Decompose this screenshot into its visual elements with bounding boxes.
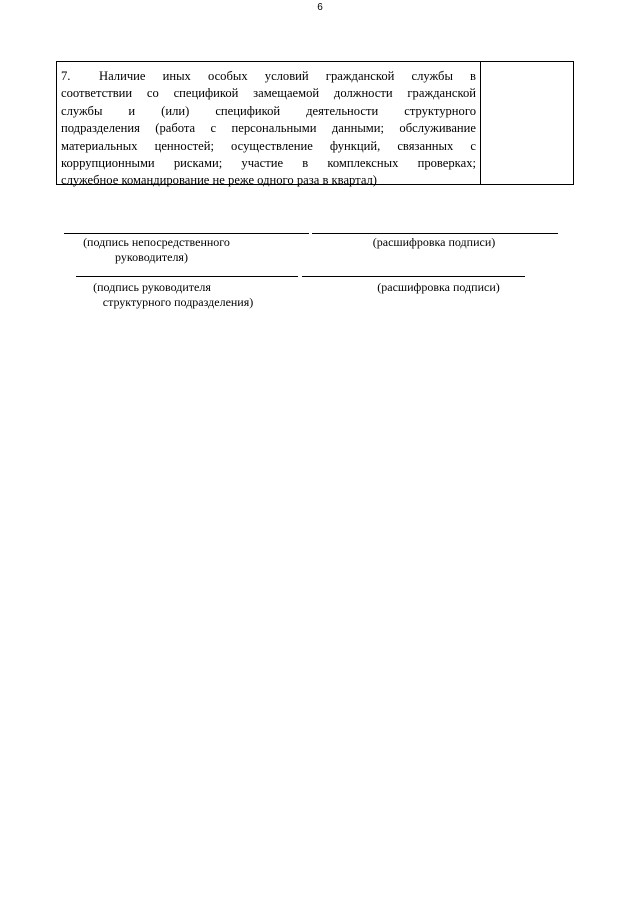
page-number: 6 [317,2,323,13]
criteria-line-4: подразделения (работа с персональными данными; обслуживание [61,121,476,136]
criteria-line-5: материальных ценностей; осуществление функций, связанных с [61,138,476,153]
criteria-text-cell [57,62,481,188]
criteria-line-1-text: Наличие иных особых условий гражданской службы в [99,69,476,83]
unit-head-decode-caption-text: (расшифровка подписи) [377,280,500,294]
criteria-table [56,61,574,188]
criteria-line-2: соответствии со спецификой замещаемой должности гражданской [61,86,476,101]
unit-head-caption-line-1: (подпись руководителя [93,280,211,294]
direct-manager-decode-caption-text: (расшифровка подписи) [372,235,496,249]
criteria-value-cell[interactable] [481,62,573,184]
criteria-number: 7. [61,69,71,83]
unit-head-caption-line-2: структурного подразделения) [102,295,254,309]
direct-manager-decode-line[interactable] [312,233,558,234]
unit-head-decode-caption [302,280,525,295]
direct-manager-signature-caption [64,235,309,265]
criteria-line-6: коррупционными рисками; участие в комплексных проверках; [61,155,476,170]
criteria-line-1 [61,68,476,85]
direct-manager-caption-line-1: (подпись непосредственного [83,235,230,249]
criteria-line-3: службы и (или) спецификой деятельности структурного [61,103,476,118]
unit-head-decode-line[interactable] [302,276,525,277]
unit-head-signature-line[interactable] [76,276,298,277]
unit-head-signature-caption [76,280,298,310]
direct-manager-caption-line-2: руководителя) [115,250,188,264]
direct-manager-decode-caption [312,235,558,250]
direct-manager-signature-line[interactable] [64,233,309,234]
criteria-line-7: служебное командирование не реже одного раза в квартал) [61,173,378,188]
